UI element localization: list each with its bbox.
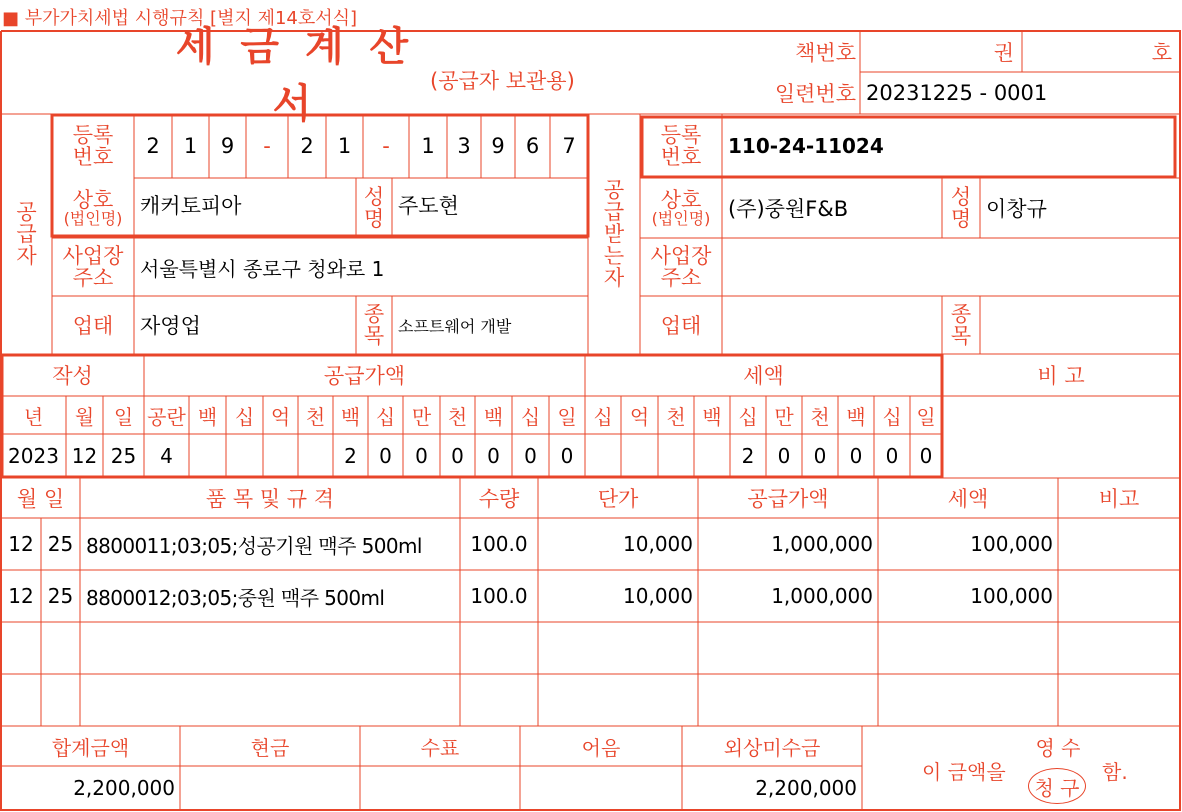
written-year: 2023 xyxy=(8,444,59,468)
summary-remark-header: 비 고 xyxy=(1037,364,1085,388)
item-day: 25 xyxy=(47,584,74,608)
promissory-note-label: 어음 xyxy=(581,735,621,760)
items-month-day-header: 월 일 xyxy=(16,487,65,511)
item-day: 25 xyxy=(47,532,74,556)
item-description xyxy=(80,674,460,726)
supplier-reg-digit: 6 xyxy=(525,134,540,158)
buyer-rep-label xyxy=(942,178,980,238)
label-line: (법인명) xyxy=(651,208,711,228)
supply-digit: 0 xyxy=(415,444,428,468)
amount-phrase-suffix: 함. xyxy=(1102,760,1128,784)
items-qty-header: 수량 xyxy=(478,487,520,511)
supplier-address-value: 서울특별시 종로구 청와로 1 xyxy=(140,256,385,281)
label-line: 목 xyxy=(363,324,385,348)
supply-amount-header: 공급가액 xyxy=(323,364,406,388)
tax-digit xyxy=(621,434,658,478)
tax-digit xyxy=(585,434,621,478)
tax-digit-header: 십 xyxy=(882,404,902,429)
item-description xyxy=(80,622,460,674)
item-month: 12 xyxy=(8,532,34,556)
supplier-name-label xyxy=(52,178,134,238)
supply-digit-header: 백 xyxy=(340,404,361,429)
check-value xyxy=(360,766,520,810)
form-reference-note: ■ 부가가치세법 시행규칙 [별지 제14호서식] xyxy=(2,8,358,29)
items-supply-header: 공급가액 xyxy=(747,487,829,511)
item-tax: 100,000 xyxy=(970,532,1053,556)
label-line: 등록 xyxy=(660,122,702,147)
item-price xyxy=(538,674,698,726)
supplier-reg-digit: 7 xyxy=(562,134,576,158)
credit-receivable-label: 외상미수금 xyxy=(723,735,821,760)
label-line: 상호 xyxy=(72,187,114,212)
supply-digit-header: 십 xyxy=(234,404,255,429)
label-line: 상호 xyxy=(660,187,702,212)
label-line: 명 xyxy=(363,207,385,231)
supply-digit xyxy=(226,434,263,478)
supplier-reg-digit: 3 xyxy=(457,134,471,158)
item-tax xyxy=(878,674,1058,726)
supply-digit: 0 xyxy=(451,444,464,468)
supply-digit: 0 xyxy=(560,444,574,468)
cash-value xyxy=(180,766,360,810)
item-qty: 100.0 xyxy=(470,532,528,556)
supply-digit xyxy=(263,434,298,478)
written-day: 25 xyxy=(110,444,137,468)
supplier-reg-digit: 9 xyxy=(491,134,505,158)
supply-digit-header: 백 xyxy=(483,404,504,429)
label-line: 성 xyxy=(950,184,972,209)
buyer-name-label xyxy=(640,178,722,238)
book-number-label: 책번호 xyxy=(795,40,856,65)
supplier-reg-label xyxy=(52,114,134,178)
cash-label: 현금 xyxy=(250,735,290,760)
label-line: (법인명) xyxy=(63,208,123,228)
tax-digit: 0 xyxy=(777,444,791,468)
written-month: 12 xyxy=(71,444,98,468)
supplier-rep-value: 주도현 xyxy=(398,194,459,218)
serial-number-value: 20231225 - 0001 xyxy=(866,81,1048,105)
supply-digit-header: 천 xyxy=(305,404,326,429)
supplier-address-label xyxy=(52,238,134,296)
supplier-reg-digit: 1 xyxy=(183,134,198,158)
supplier-side-char: 공 xyxy=(16,199,37,224)
item-supply: 1,000,000 xyxy=(771,532,873,556)
supplier-reg-digit: 2 xyxy=(300,134,314,158)
document-subtitle: (공급자 보관용) xyxy=(430,69,575,93)
item-day xyxy=(41,674,80,726)
buyer-item-value xyxy=(980,296,1180,354)
claim-option-circled[interactable]: 청 구 xyxy=(1028,768,1086,804)
label-line: 번호 xyxy=(660,145,702,169)
buyer-side-char: 받 xyxy=(603,221,625,246)
supplier-reg-separator: - xyxy=(382,134,390,158)
buyer-name-value: (주)중원F&B xyxy=(728,197,849,221)
supply-digit-header: 십 xyxy=(520,404,541,429)
written-date-header: 작성 xyxy=(52,364,93,388)
receipt-option: 영 수 xyxy=(1035,735,1081,760)
supply-digit-header: 일 xyxy=(557,404,577,429)
item-description: 8800012;03;05;중원 맥주 500ml xyxy=(86,585,385,610)
supply-digit-header: 억 xyxy=(270,404,291,429)
supplier-name-value: 캐커토피아 xyxy=(140,194,242,218)
label-line: 등록 xyxy=(72,122,114,147)
buyer-business-type-label: 업태 xyxy=(660,314,702,338)
tax-digit: 0 xyxy=(849,444,863,468)
book-number-suffix: 호 xyxy=(1151,40,1172,65)
label-line: 사업장 xyxy=(650,243,712,268)
item-remark xyxy=(1058,570,1180,622)
item-supply: 1,000,000 xyxy=(771,584,873,608)
tax-digit xyxy=(658,434,694,478)
tax-digit-header: 십 xyxy=(593,404,613,429)
supplier-side-char: 자 xyxy=(16,244,37,269)
year-header: 년 xyxy=(23,404,44,429)
item-price: 10,000 xyxy=(623,584,693,608)
buyer-side-char: 급 xyxy=(603,199,625,224)
item-remark xyxy=(1058,622,1180,674)
tax-digit-header: 백 xyxy=(846,404,866,429)
supplier-reg-digit: 9 xyxy=(220,134,235,158)
tax-digit-header: 만 xyxy=(774,404,794,429)
promissory-note-value xyxy=(520,766,682,810)
supply-digit: 2 xyxy=(344,444,357,468)
item-tax xyxy=(878,622,1058,674)
item-supply xyxy=(698,674,878,726)
buyer-item-label xyxy=(942,296,980,354)
label-line: 번호 xyxy=(72,145,114,169)
tax-digit-header: 백 xyxy=(702,404,722,429)
supplier-side-label xyxy=(1,114,52,354)
item-remark xyxy=(1058,674,1180,726)
item-price xyxy=(538,622,698,674)
supplier-rep-label xyxy=(356,178,392,238)
item-month xyxy=(1,622,41,674)
items-item-header: 품 목 및 규 격 xyxy=(205,487,335,511)
buyer-business-type-value xyxy=(722,296,942,354)
label-line: 명 xyxy=(950,207,972,231)
item-price: 10,000 xyxy=(623,532,693,556)
supply-digit-header: 십 xyxy=(375,404,396,429)
total-amount-value: 2,200,000 xyxy=(73,776,175,800)
item-tax: 100,000 xyxy=(970,584,1053,608)
buyer-side-label xyxy=(588,114,640,354)
label-line: 주소 xyxy=(660,266,702,290)
supplier-business-type-label: 업태 xyxy=(72,314,114,338)
tax-digit: 0 xyxy=(919,444,933,468)
total-amount-label: 합계금액 xyxy=(51,735,130,760)
item-day xyxy=(41,622,80,674)
item-supply xyxy=(698,622,878,674)
tax-digit-header: 십 xyxy=(738,404,758,429)
credit-receivable-value: 2,200,000 xyxy=(755,776,857,800)
item-qty: 100.0 xyxy=(470,584,528,608)
tax-digit xyxy=(694,434,730,478)
buyer-address-label xyxy=(640,238,722,296)
supply-digit: 0 xyxy=(487,444,500,468)
serial-number-label: 일련번호 xyxy=(774,82,856,106)
item-month: 12 xyxy=(8,584,34,608)
tax-digit: 2 xyxy=(741,444,755,468)
tax-digit-header: 일 xyxy=(916,404,936,429)
buyer-reg-value: 110-24-11024 xyxy=(728,134,884,158)
items-remark-header: 비고 xyxy=(1098,487,1140,511)
supplier-item-label xyxy=(356,296,392,354)
supplier-side-char: 급 xyxy=(16,221,37,246)
supply-digit-header: 백 xyxy=(197,404,218,429)
document-title: 세 금 계 산 서 xyxy=(175,24,415,127)
supply-digit: 0 xyxy=(524,444,537,468)
buyer-reg-label xyxy=(640,114,722,178)
tax-digit-header: 천 xyxy=(666,404,686,429)
label-line: 목 xyxy=(950,324,972,348)
tax-amount-header: 세액 xyxy=(743,364,784,388)
label-line: 주소 xyxy=(72,266,114,290)
supplier-reg-digit: 1 xyxy=(421,134,435,158)
supply-digit: 0 xyxy=(379,444,392,468)
buyer-rep-value: 이창규 xyxy=(986,197,1047,221)
amount-phrase-prefix: 이 금액을 xyxy=(922,760,1006,784)
book-volume-suffix: 권 xyxy=(993,40,1014,65)
items-tax-header: 세액 xyxy=(947,487,989,511)
label-line: 종 xyxy=(950,301,972,326)
supplier-reg-digit: 1 xyxy=(337,134,352,158)
month-header: 월 xyxy=(74,404,95,429)
tax-digit-header: 천 xyxy=(810,404,830,429)
supply-digit xyxy=(298,434,333,478)
supplier-business-type-value: 자영업 xyxy=(140,314,201,338)
items-price-header: 단가 xyxy=(597,487,639,511)
supply-digit-header: 만 xyxy=(411,404,432,429)
tax-digit-header: 억 xyxy=(629,404,650,429)
item-description: 8800011;03;05;성공기원 맥주 500ml xyxy=(86,533,422,558)
buyer-side-char: 는 xyxy=(603,244,625,269)
label-line: 성 xyxy=(363,184,385,209)
item-month xyxy=(1,674,41,726)
tax-digit: 0 xyxy=(813,444,827,468)
buyer-side-char: 자 xyxy=(603,266,625,291)
day-header: 일 xyxy=(113,404,134,429)
buyer-side-char: 공 xyxy=(603,177,625,202)
supplier-reg-digit: 2 xyxy=(146,134,160,158)
supplier-item-value: 소프트웨어 개발 xyxy=(398,316,512,336)
label-line: 사업장 xyxy=(62,243,124,268)
label-line: 종 xyxy=(363,301,385,326)
supply-digit xyxy=(189,434,226,478)
item-qty xyxy=(460,674,538,726)
item-qty xyxy=(460,622,538,674)
blank-count-value: 4 xyxy=(160,444,173,468)
supplier-reg-separator: - xyxy=(263,134,271,158)
blank-count-header: 공란 xyxy=(147,404,186,429)
item-remark xyxy=(1058,518,1180,570)
buyer-address-value xyxy=(722,238,1180,296)
supply-digit-header: 천 xyxy=(447,404,468,429)
check-label: 수표 xyxy=(420,735,460,760)
tax-digit: 0 xyxy=(885,444,899,468)
